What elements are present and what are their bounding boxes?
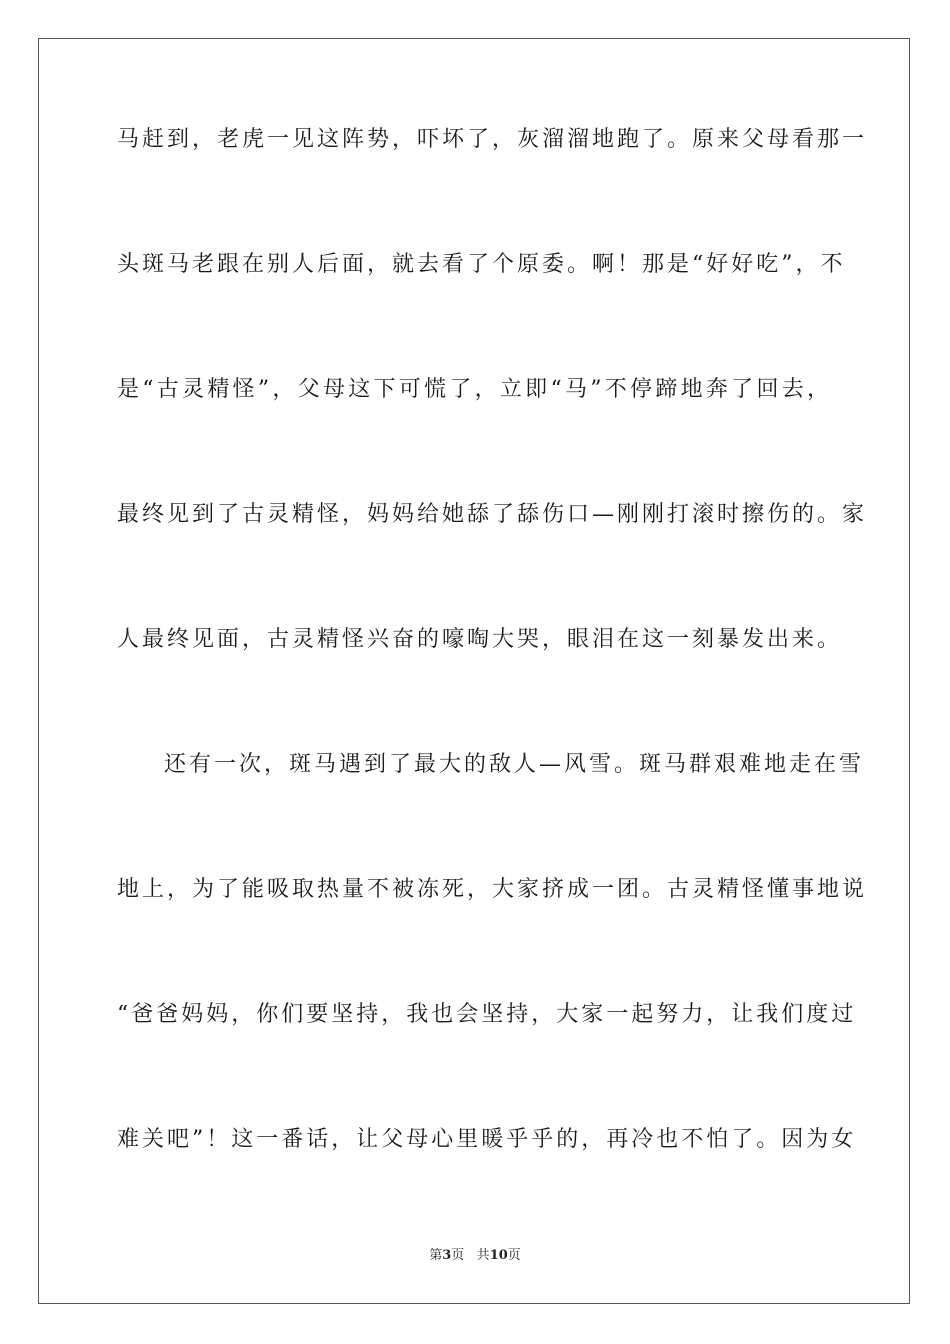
text-line: 人最终见面，古灵精怪兴奋的嚎啕大哭，眼泪在这一刻暴发出来。: [117, 627, 843, 652]
text-line: 最终见到了古灵精怪，妈妈给她舔了舔伤口—刚刚打滚时擦伤的。家: [117, 502, 868, 527]
page-prefix: 第: [429, 1248, 443, 1263]
text-line: 头斑马老跟在别人后面，就去看了个原委。啊！那是“好好吃”，不: [117, 252, 846, 277]
text-line: 是“古灵精怪”，父母这下可慌了，立即“马”不停蹄地奔了回去，: [117, 377, 832, 402]
text-line: 地上，为了能吸取热量不被冻死，大家挤成一团。古灵精怪懂事地说: [117, 877, 868, 902]
text-line: 马赶到，老虎一见这阵势，吓坏了，灰溜溜地跑了。原来父母看那一: [117, 127, 868, 152]
text-line: 难关吧”！这一番话，让父母心里暖乎乎的，再冷也不怕了。因为女: [117, 1127, 857, 1152]
page-footer: [0, 1246, 950, 1266]
total-suffix: 页: [507, 1248, 521, 1263]
page-border: [38, 38, 910, 1304]
page-number: 3: [442, 1248, 452, 1263]
page-suffix: 页: [451, 1248, 465, 1263]
text-line: “爸爸妈妈，你们要坚持，我也会坚持，大家一起努力，让我们度过: [117, 1002, 857, 1027]
total-prefix: 共: [476, 1248, 490, 1263]
total-pages: 10: [489, 1248, 508, 1263]
paragraph-first-line: 还有一次，斑马遇到了最大的敌人—风雪。斑马群艰难地走在雪: [164, 752, 865, 777]
